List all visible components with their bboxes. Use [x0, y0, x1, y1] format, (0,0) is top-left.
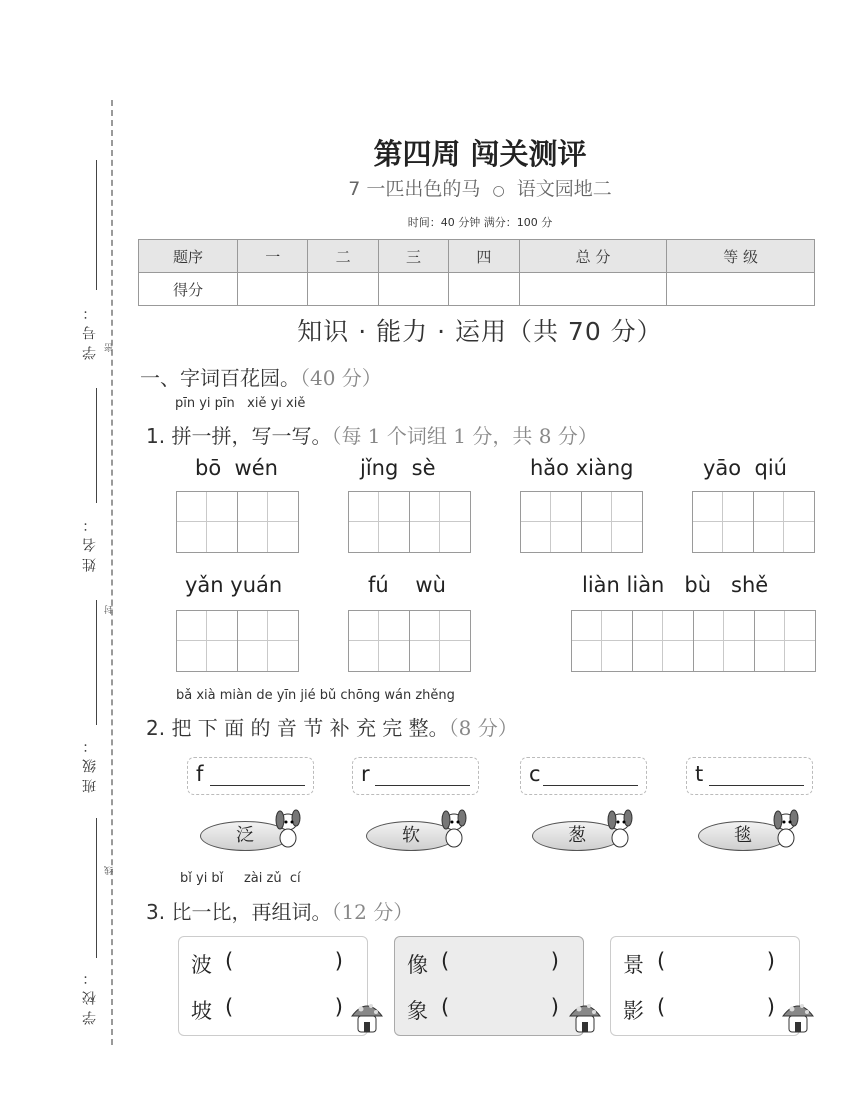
score-input-cell[interactable]: [449, 273, 519, 306]
table-cell: 二: [308, 240, 378, 273]
initial-letter: c: [529, 762, 541, 786]
q3-heading: [146, 896, 413, 925]
character: 影: [623, 999, 644, 1023]
separator-circle: ○: [492, 183, 505, 199]
page-subtitle: [0, 174, 860, 201]
q2-points: （8 分）: [448, 716, 518, 740]
part1-heading-text: 一、字词百花园。: [140, 366, 300, 390]
part1-points: （40 分）: [300, 366, 382, 390]
mushroom-house-icon: [781, 998, 815, 1034]
score-table-header-row: [139, 240, 815, 273]
answer-blank[interactable]: [543, 785, 638, 786]
name-blank: [96, 388, 97, 503]
word-pinyin: hǎo xiàng: [530, 456, 634, 480]
close-paren: ): [766, 949, 775, 973]
character: 象: [407, 999, 428, 1023]
open-paren: (: [225, 949, 234, 973]
class-label: 班级：: [82, 733, 98, 793]
mushroom-house-icon: [568, 998, 602, 1034]
puppy-icon: [598, 808, 638, 848]
seal-char: 线: [105, 866, 115, 875]
close-paren: ): [334, 995, 343, 1019]
word-pinyin: yǎn yuán: [185, 573, 283, 597]
q1-pinyin-hint: pīn yi pīn xiě yi xiě: [175, 396, 306, 411]
binding-dashed-line: [111, 100, 113, 1045]
close-paren: ): [766, 995, 775, 1019]
character: 像: [407, 953, 428, 977]
q3-points: （12 分）: [331, 900, 414, 924]
word-pinyin: jǐng sè: [360, 456, 436, 480]
q2-pinyin-hint: bǎ xià miàn de yīn jié bǔ chōng wán zhěng: [176, 688, 455, 703]
open-paren: (: [441, 949, 450, 973]
time-score-info: 时间：40 分钟 满分：100 分: [407, 216, 553, 229]
open-paren: (: [225, 995, 234, 1019]
score-input-cell[interactable]: [308, 273, 378, 306]
name-label: 姓名：: [82, 512, 98, 572]
student-id-label: 学号：: [82, 300, 98, 360]
table-cell: 三: [378, 240, 448, 273]
table-cell: 等 级: [667, 240, 815, 273]
table-cell: 一: [238, 240, 308, 273]
puppy-icon: [432, 808, 472, 848]
character: 坡: [191, 999, 212, 1023]
q3-heading-text: 3. 比一比，再组词。: [146, 900, 332, 924]
word-pinyin: fú wù: [368, 573, 446, 597]
score-input-cell[interactable]: [378, 273, 448, 306]
compare-group-box: [610, 936, 800, 1036]
seal-char: 密: [105, 343, 115, 352]
section-title: 知识 · 能力 · 运用（共 70 分）: [297, 317, 663, 346]
open-paren: (: [441, 995, 450, 1019]
table-cell: 四: [449, 240, 519, 273]
table-cell: 题序: [139, 240, 238, 273]
compare-group-box: [394, 936, 584, 1036]
score-table: [138, 239, 815, 306]
table-cell: 得分: [139, 273, 238, 306]
character-oval: 软: [366, 821, 456, 851]
table-cell: 总 分: [519, 240, 667, 273]
q2-heading-text: 2. 把 下 面 的 音 节 补 充 完 整。: [146, 716, 449, 740]
answer-blank[interactable]: [375, 785, 470, 786]
q1-heading: [146, 420, 598, 449]
syllable-fill-box[interactable]: [352, 757, 479, 795]
character-oval: 泛: [200, 821, 290, 851]
lesson-title: 7 一匹出色的马: [348, 178, 481, 200]
open-paren: (: [657, 995, 666, 1019]
class-blank: [96, 600, 97, 725]
compare-group-box: [178, 936, 368, 1036]
q2-heading: [146, 712, 518, 741]
character-oval: 葱: [532, 821, 622, 851]
q1-points: （每 1 个词组 1 分，共 8 分）: [331, 424, 598, 448]
score-table-score-row: [139, 273, 815, 306]
part1-heading: [140, 362, 382, 391]
initial-letter: r: [361, 762, 370, 786]
syllable-fill-box[interactable]: [686, 757, 813, 795]
close-paren: ): [334, 949, 343, 973]
initial-letter: f: [196, 762, 204, 786]
initial-letter: t: [695, 762, 704, 786]
school-label: 学校：: [82, 965, 98, 1025]
seal-char: 封: [105, 605, 115, 614]
page-title: 第四周 闯关测评: [373, 137, 587, 171]
answer-blank[interactable]: [709, 785, 804, 786]
unit-title: 语文园地二: [516, 178, 612, 200]
open-paren: (: [657, 949, 666, 973]
school-blank: [96, 818, 97, 958]
close-paren: ): [550, 995, 559, 1019]
q3-pinyin-hint: bǐ yi bǐ zài zǔ cí: [180, 871, 301, 886]
character: 波: [191, 953, 212, 977]
word-pinyin: liàn liàn bù shě: [582, 573, 769, 597]
score-input-cell[interactable]: [238, 273, 308, 306]
word-pinyin: yāo qiú: [703, 456, 787, 480]
puppy-icon: [764, 808, 804, 848]
answer-blank[interactable]: [210, 785, 305, 786]
score-input-cell[interactable]: [519, 273, 667, 306]
puppy-icon: [266, 808, 306, 848]
q1-heading-text: 1. 拼一拼，写一写。: [146, 424, 332, 448]
score-input-cell[interactable]: [667, 273, 815, 306]
word-pinyin: bō wén: [195, 456, 278, 480]
character: 景: [623, 953, 644, 977]
syllable-fill-box[interactable]: [187, 757, 314, 795]
syllable-fill-box[interactable]: [520, 757, 647, 795]
character-oval: 毯: [698, 821, 788, 851]
close-paren: ): [550, 949, 559, 973]
mushroom-house-icon: [350, 998, 384, 1034]
